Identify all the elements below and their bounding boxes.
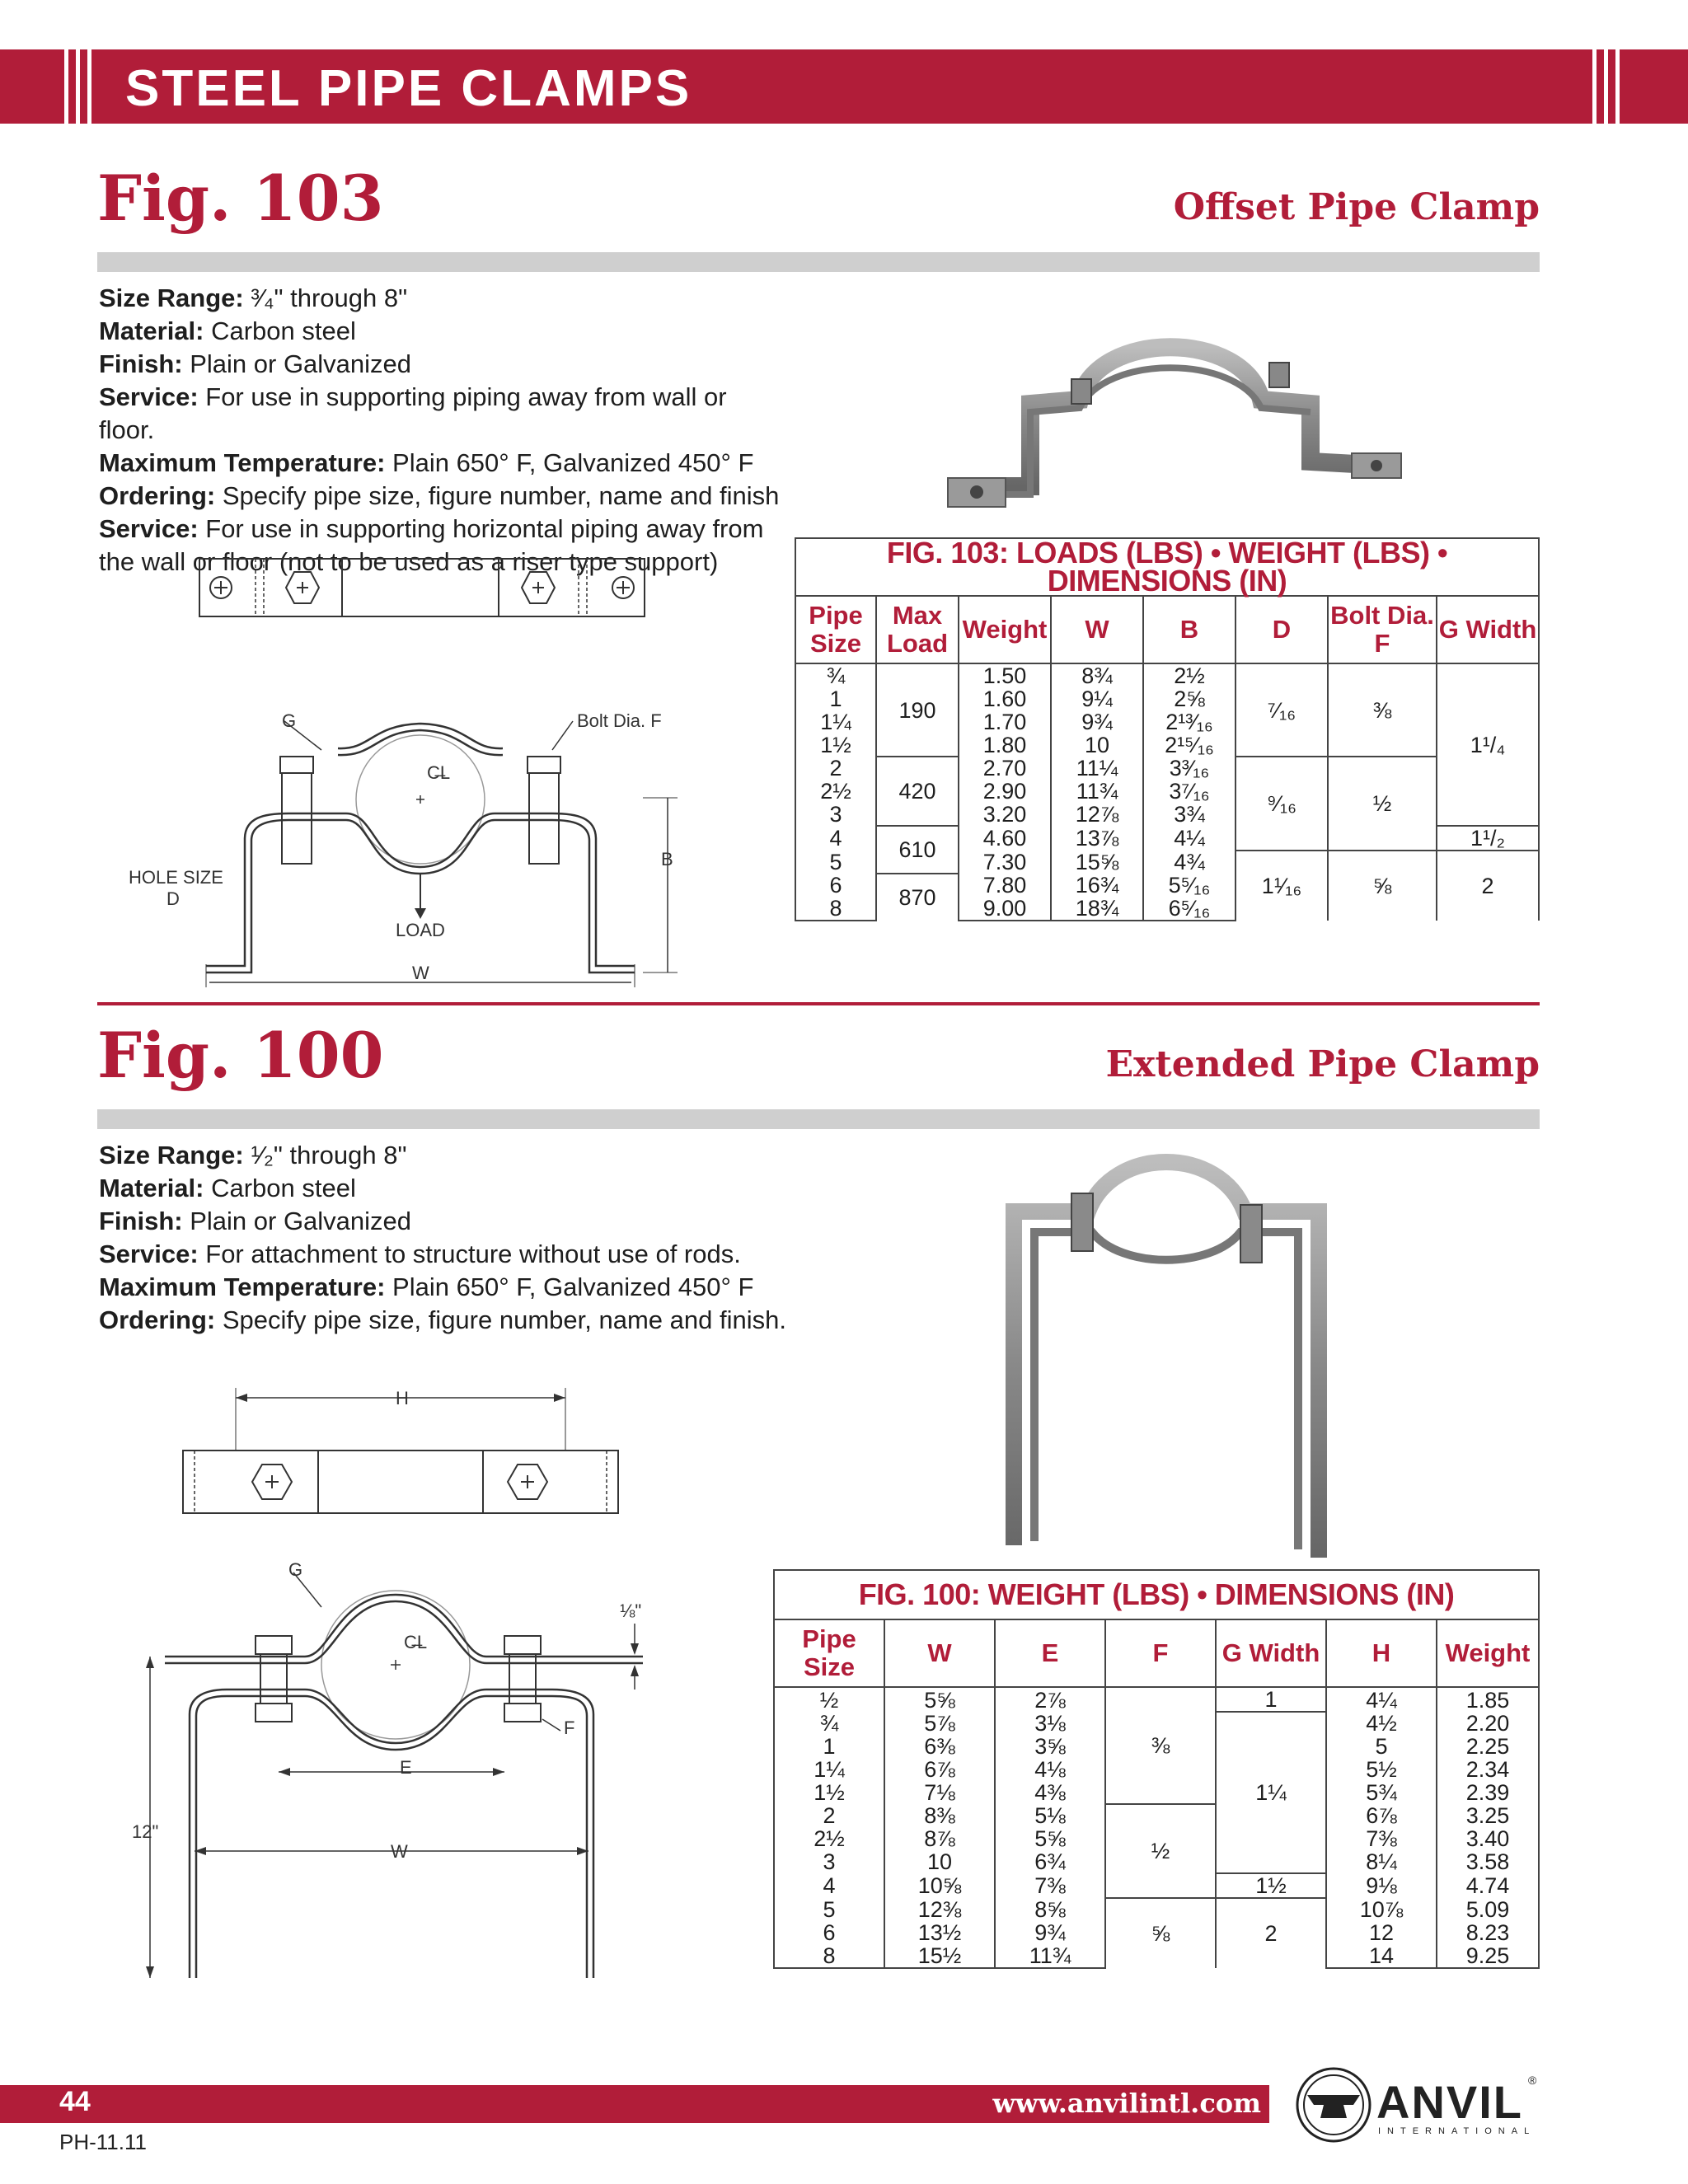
fig103-col-b: B bbox=[1143, 596, 1236, 663]
fig100-specs bbox=[99, 1139, 824, 1337]
table-row: ½ 5⅝ 2⅞ ⅜ 1 4¼ 1.85 bbox=[774, 1687, 1539, 1712]
fig100-label-g: G bbox=[288, 1559, 303, 1580]
fig100-table-caption: FIG. 100: WEIGHT (LBS) • DIMENSIONS (IN) bbox=[774, 1570, 1539, 1619]
fig103-col-w: W bbox=[1051, 596, 1143, 663]
table-row: 3 10 6¾ 8¼ 3.58 bbox=[774, 1850, 1539, 1873]
fig100-front-view bbox=[132, 1558, 659, 1986]
fig103-title: Fig. 103 bbox=[97, 162, 384, 235]
table-row: 6 13½ 9¾ 12 8.23 bbox=[774, 1921, 1539, 1944]
fig103-subtitle: Offset Pipe Clamp bbox=[1173, 186, 1540, 228]
fig103-col-pipe-size: Pipe Size bbox=[795, 596, 876, 663]
spec-line: Size Range: ¹⁄₂" through 8" bbox=[99, 1141, 407, 1169]
header-stripe bbox=[1592, 49, 1597, 124]
table-row: 1¼ 6⅞ 4⅛ 5½ 2.34 bbox=[774, 1758, 1539, 1781]
spec-line: Maximum Temperature: Plain 650° F, Galvanized 450° F bbox=[99, 448, 754, 477]
fig103-specs bbox=[99, 282, 783, 579]
header-stripe bbox=[87, 49, 91, 124]
page-number: 44 bbox=[59, 2086, 91, 2117]
fig103-label-hole-size: HOLE SIZE bbox=[129, 867, 223, 888]
spec-line: Service: For use in supporting piping away from wall or floor. bbox=[99, 382, 727, 444]
fig103-clamp-photo bbox=[940, 330, 1418, 527]
fig103-table bbox=[795, 537, 1540, 921]
fig103-label-bolt: Bolt Dia. F bbox=[577, 710, 662, 731]
fig103-label-cl: C̶L bbox=[427, 762, 451, 783]
table-row: 2 420 2.70 11¼ 3³⁄₁₆ ⁹⁄₁₆ ½ bbox=[795, 757, 1539, 780]
section-divider bbox=[97, 1002, 1540, 1005]
footer-url[interactable]: www.anvilintl.com bbox=[992, 2088, 1261, 2119]
fig100-col-g: G Width bbox=[1216, 1619, 1326, 1687]
fig103-col-bolt: Bolt Dia. F bbox=[1328, 596, 1437, 663]
page-title: STEEL PIPE CLAMPS bbox=[125, 60, 692, 117]
fig103-col-g: G Width bbox=[1437, 596, 1539, 663]
anvil-logo-text: ANVIL bbox=[1376, 2076, 1523, 2128]
fig100-subtitle: Extended Pipe Clamp bbox=[1105, 1043, 1540, 1085]
table-row: 4 10⅝ 7⅜ 1½ 9⅛ 4.74 bbox=[774, 1873, 1539, 1898]
fig103-label-d: D bbox=[166, 888, 180, 909]
spec-line: Size Range: ³⁄₄" through 8" bbox=[99, 284, 408, 312]
fig103-front-view bbox=[124, 701, 692, 989]
table-row: 8 9.00 18¾ 6⁵⁄₁₆ bbox=[795, 897, 1539, 921]
spec-line: Material: Carbon steel bbox=[99, 316, 356, 345]
fig100-label-h: H bbox=[396, 1388, 409, 1408]
table-row: 2 8⅜ 5⅛ ½ 6⅞ 3.25 bbox=[774, 1804, 1539, 1827]
fig100-col-h: H bbox=[1326, 1619, 1437, 1687]
fig100-title: Fig. 100 bbox=[97, 1019, 384, 1092]
header-stripe bbox=[1615, 49, 1620, 124]
table-row: 1 1.60 9¼ 2⅝ bbox=[795, 687, 1539, 710]
table-row: 1 6⅜ 3⅝ 5 2.25 bbox=[774, 1735, 1539, 1758]
fig100-label-f: F bbox=[564, 1718, 575, 1738]
table-row: 2½ 8⅞ 5⅝ 7⅜ 3.40 bbox=[774, 1827, 1539, 1850]
fig103-label-b: B bbox=[661, 849, 673, 869]
spec-line: Finish: Plain or Galvanized bbox=[99, 349, 412, 378]
header-stripe bbox=[1604, 49, 1608, 124]
table-row: ¾ 190 1.50 8¾ 2½ ⁷⁄₁₆ ⅜ 1¹/₄ bbox=[795, 663, 1539, 687]
fig103-col-weight: Weight bbox=[959, 596, 1051, 663]
fig100-label-12: 12" bbox=[132, 1821, 159, 1842]
fig100-label-e: E bbox=[400, 1757, 412, 1778]
anvil-logo bbox=[1296, 2067, 1543, 2143]
table-row: 5 7.30 15⅝ 4¾ 1¹⁄₁₆ ⅝ 2 bbox=[795, 851, 1539, 874]
document-code: PH-11.11 bbox=[59, 2130, 147, 2154]
spec-line: Material: Carbon steel bbox=[99, 1174, 356, 1202]
fig103-table-caption: FIG. 103: LOADS (LBS) • WEIGHT (LBS) • DIMENSIONS (IN) bbox=[795, 538, 1539, 596]
spec-line: Service: For attachment to structure without use of rods. bbox=[99, 1240, 741, 1268]
fig100-col-weight: Weight bbox=[1437, 1619, 1539, 1687]
fig100-col-f: F bbox=[1105, 1619, 1216, 1687]
spec-line: Ordering: Specify pipe size, figure number, name and finish bbox=[99, 481, 780, 510]
fig103-grey-bar bbox=[97, 252, 1540, 272]
fig100-col-pipe-size: Pipe Size bbox=[774, 1619, 884, 1687]
fig100-label-cl: C̶L bbox=[404, 1632, 428, 1652]
table-row: 8 15½ 11¾ 14 9.25 bbox=[774, 1944, 1539, 1968]
anvil-logo-subtext: INTERNATIONAL bbox=[1378, 2126, 1536, 2136]
fig100-grey-bar bbox=[97, 1109, 1540, 1129]
fig100-col-w: W bbox=[884, 1619, 995, 1687]
table-row: 2½ 2.90 11¾ 3⁷⁄₁₆ bbox=[795, 780, 1539, 803]
fig103-col-max-load: Max Load bbox=[876, 596, 959, 663]
table-row: 4 610 4.60 13⅞ 4¼ 1¹/₂ bbox=[795, 826, 1539, 851]
header-stripe bbox=[76, 49, 80, 124]
table-row: 3 3.20 12⅞ 3¾ bbox=[795, 803, 1539, 826]
fig100-clamp-photo bbox=[989, 1154, 1352, 1566]
table-row: 1½ 1.80 10 2¹⁵⁄₁₆ bbox=[795, 733, 1539, 757]
registered-mark: ® bbox=[1528, 2074, 1537, 2087]
table-row: 5 12⅜ 8⅝ ⅝ 2 10⅞ 5.09 bbox=[774, 1898, 1539, 1921]
table-row: ¾ 5⅞ 3⅛ 1¼ 4½ 2.20 bbox=[774, 1712, 1539, 1735]
spec-line: Service: For use in supporting horizontal piping away from the wall or floor (not to be used as a riser type support) bbox=[99, 514, 764, 576]
spec-line: Finish: Plain or Galvanized bbox=[99, 1207, 412, 1235]
fig100-top-view bbox=[178, 1385, 623, 1516]
table-row: 1½ 7⅛ 4⅜ 5¾ 2.39 bbox=[774, 1781, 1539, 1804]
header-stripe bbox=[64, 49, 68, 124]
fig103-label-g: G bbox=[282, 710, 297, 731]
fig100-label-eighth: ⅛" bbox=[620, 1601, 642, 1621]
table-row: 6 870 7.80 16¾ 5⁵⁄₁₆ bbox=[795, 874, 1539, 897]
spec-line: Ordering: Specify pipe size, figure number, name and finish. bbox=[99, 1305, 786, 1334]
spec-line: Maximum Temperature: Plain 650° F, Galvanized 450° F bbox=[99, 1272, 754, 1301]
fig100-label-w: W bbox=[391, 1841, 408, 1862]
fig100-table bbox=[773, 1569, 1540, 1969]
fig103-col-d: D bbox=[1236, 596, 1328, 663]
table-row: 1¼ 1.70 9¾ 2¹³⁄₁₆ bbox=[795, 710, 1539, 733]
fig103-label-w: W bbox=[412, 963, 429, 983]
fig103-label-load: LOAD bbox=[396, 920, 445, 940]
fig100-col-e: E bbox=[995, 1619, 1105, 1687]
fig103-top-view bbox=[198, 557, 659, 623]
